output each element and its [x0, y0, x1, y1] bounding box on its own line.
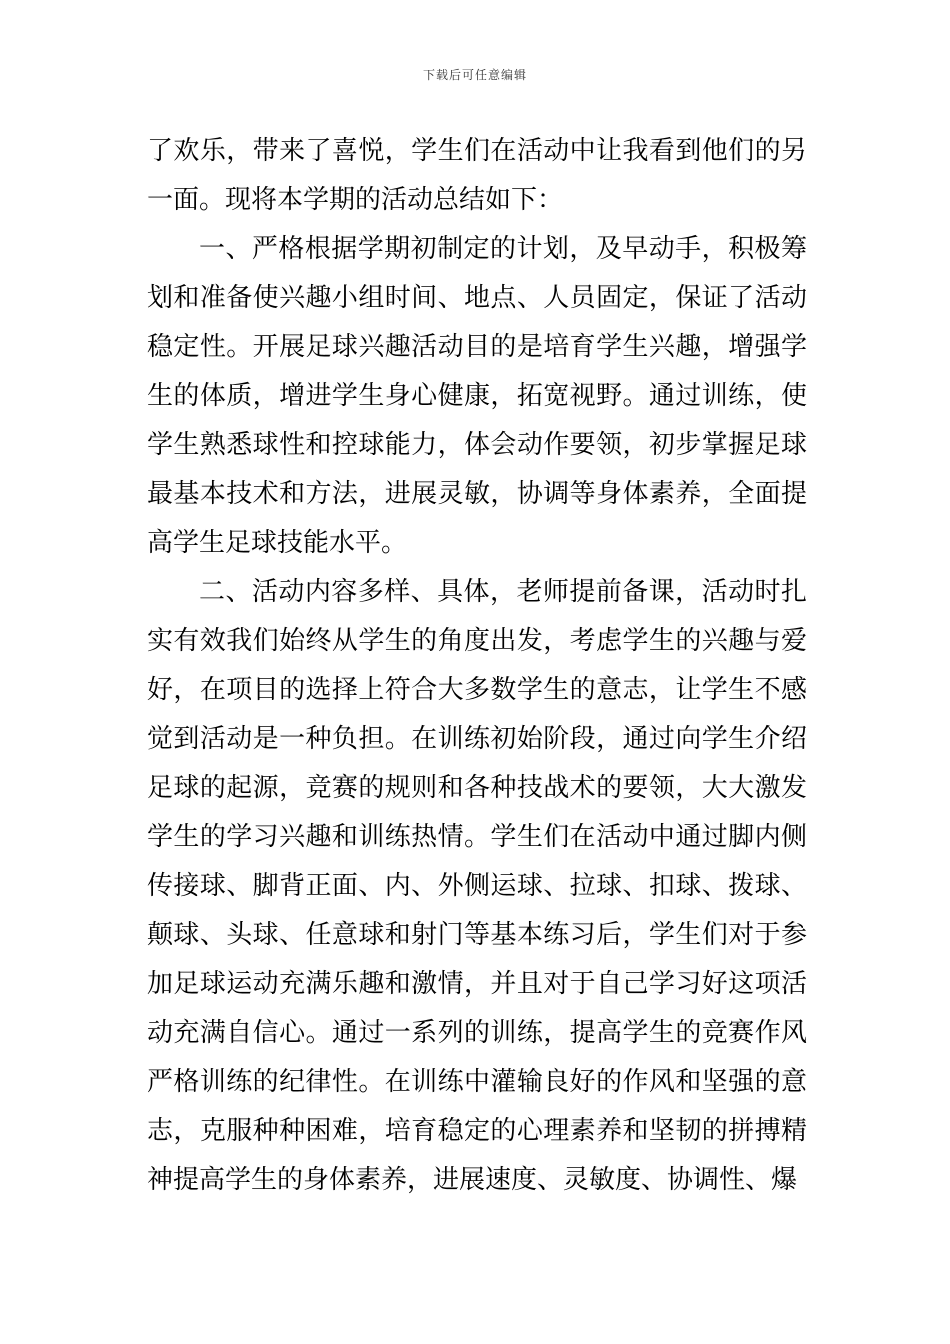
paragraph-section-one: 一、严格根据学期初制定的计划，及早动手，积极筹划和准备使兴趣小组时间、地点、人员固定，保证了活动稳定性。开展足球兴趣活动目的是培育学生兴趣，增强学生的体质，增进学生身心健康，拓宽视野。通过训练，使学生熟悉球性和控球能力，体会动作要领，初步掌握足球最基本技术和方法，进展灵敏，协调等身体素养，全面提高学生足球技能水平。 [147, 234, 807, 558]
document-body [147, 127, 807, 1205]
paragraph-continuation: 了欢乐，带来了喜悦，学生们在活动中让我看到他们的另一面。现将本学期的活动总结如下： [147, 136, 807, 215]
paragraph-section-two: 二、活动内容多样、具体，老师提前备课，活动时扎实有效我们始终从学生的角度出发，考虑学生的兴趣与爱好，在项目的选择上符合大多数学生的意志，让学生不感觉到活动是一种负担。在训练初始阶段，通过向学生介绍足球的起源，竞赛的规则和各种技战术的要领，大大激发学生的学习兴趣和训练热情。学生们在活动中通过脚内侧传接球、脚背正面、内、外侧运球、拉球、扣球、拨球、颠球、头球、任意球和射门等基本练习后，学生们对于参加足球运动充满乐趣和激情，并且对于自己学习好这项活动充满自信心。通过一系列的训练，提高学生的竞赛作风严格训练的纪律性。在训练中灌输良好的作风和坚强的意志，克服种种困难，培育稳定的心理素养和坚韧的拼搏精神提高学生的身体素养，进展速度、灵敏度、协调性、爆 [147, 577, 807, 1195]
header-watermark: 下载后可任意编辑 [422, 68, 527, 82]
